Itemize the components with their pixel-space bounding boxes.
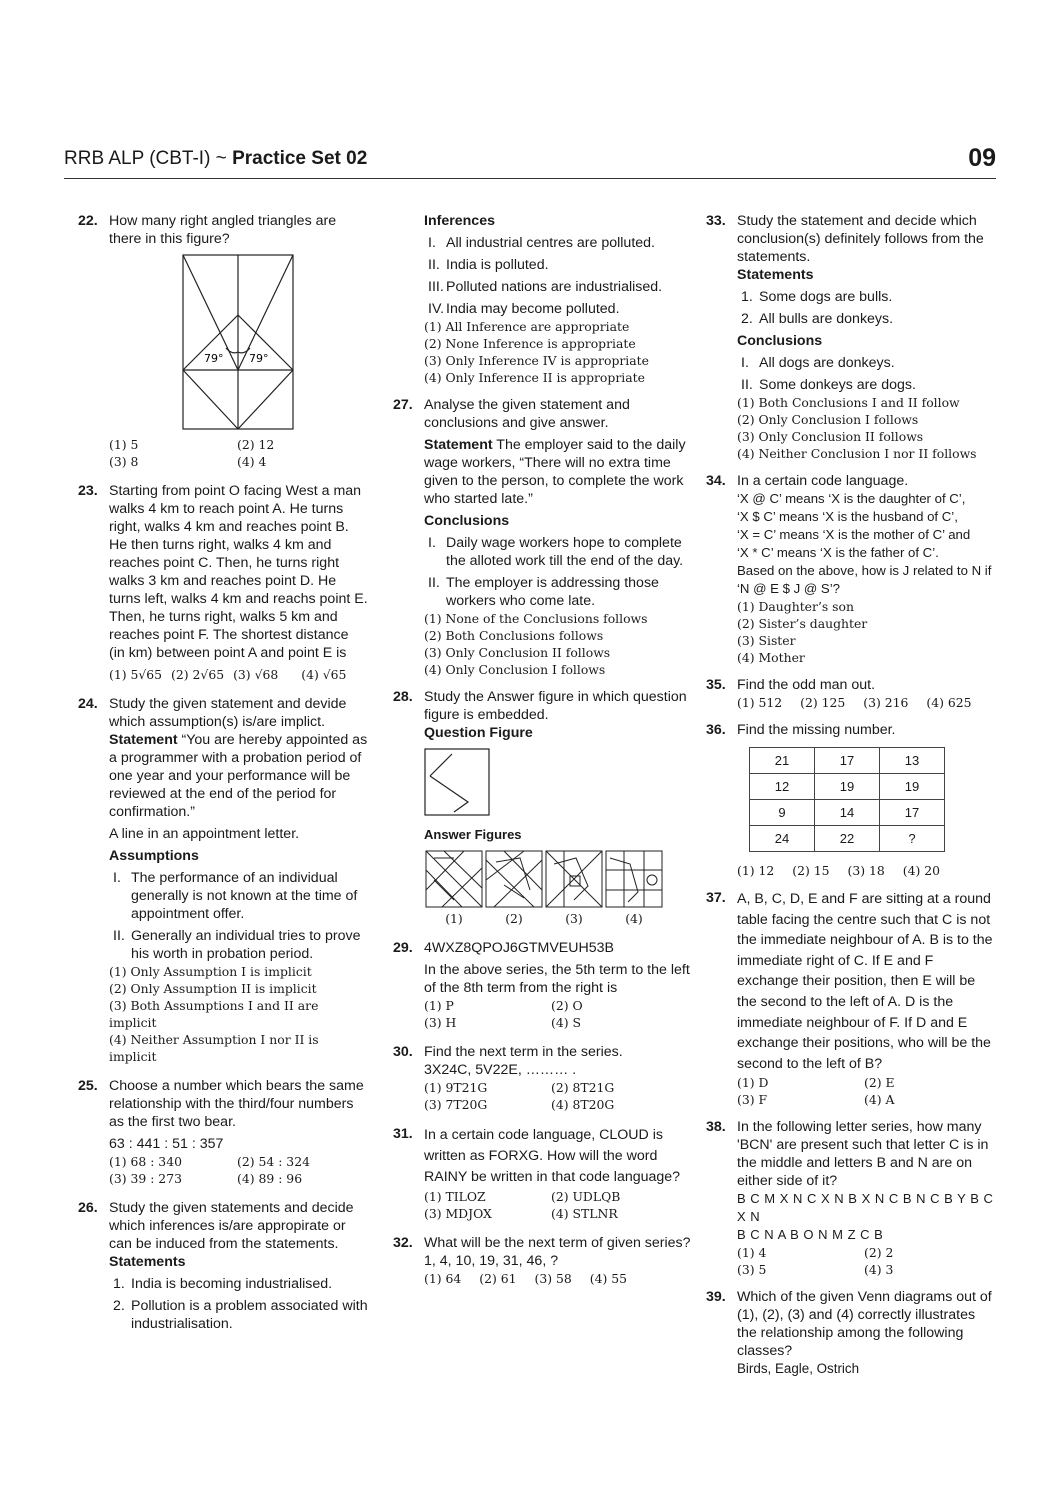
conclusions-label: Conclusions <box>737 333 823 349</box>
number-table <box>749 747 945 852</box>
option-4[interactable]: (4) 3 <box>864 1262 894 1278</box>
table-cell: 21 <box>750 748 815 774</box>
table-cell: 17 <box>815 748 880 774</box>
question-32 <box>393 1234 693 1287</box>
item-number: I. <box>428 535 436 551</box>
column-2 <box>393 212 693 1287</box>
question-number: 35. <box>706 677 726 693</box>
options <box>737 694 998 711</box>
table-cell: 19 <box>880 774 945 800</box>
question-text: Find the odd man out. <box>737 677 876 693</box>
options <box>424 1188 693 1222</box>
item-number: II. <box>741 377 753 393</box>
question-text: What will be the next term of given series? <box>424 1235 691 1251</box>
option-3[interactable]: (3) MDJOX <box>424 1206 492 1221</box>
option-2[interactable]: (2) 2√65 <box>171 667 225 682</box>
option-2[interactable]: (2) Both Conclusions follows <box>424 628 604 643</box>
question-38 <box>706 1118 998 1278</box>
options <box>737 1244 998 1278</box>
table-cell: 12 <box>750 774 815 800</box>
inference-1 <box>424 234 693 252</box>
statement-2 <box>109 1297 368 1333</box>
item-number: II. <box>428 257 440 273</box>
options <box>109 963 368 1065</box>
option-1[interactable]: (1) <box>445 911 463 926</box>
question-39 <box>706 1288 998 1378</box>
question-35 <box>706 676 998 711</box>
angle-label: 79° <box>204 352 224 365</box>
statement-label: Statement <box>424 437 493 453</box>
option-3[interactable]: (3) Both Assumptions I and II are implicit <box>109 998 319 1030</box>
table-cell: 24 <box>750 826 815 852</box>
option-3[interactable]: (3) 8 <box>109 454 139 469</box>
conclusion-1 <box>424 534 693 570</box>
option-3[interactable]: (3) Sister <box>737 633 796 648</box>
option-3[interactable]: (3) F <box>737 1092 768 1108</box>
question-22 <box>78 212 368 470</box>
option-3[interactable]: (3) <box>565 911 583 926</box>
options <box>424 1270 693 1287</box>
page-number: 09 <box>968 144 996 172</box>
statement-text: The employer said to the daily wage workers, “There will no extra time given to the person, to complete the work who started late.” <box>424 437 686 507</box>
option-4[interactable]: (4) 55 <box>589 1271 628 1286</box>
header-title <box>64 148 367 170</box>
table-cell: ? <box>880 826 945 852</box>
statement <box>424 436 693 508</box>
item-number: I. <box>741 355 749 371</box>
option-2[interactable]: (2) 125 <box>800 695 846 710</box>
item-number: 1. <box>741 289 753 305</box>
item-number: III. <box>428 279 444 295</box>
statement-1 <box>109 1275 368 1293</box>
option-4[interactable]: (4) Only Conclusion I follows <box>424 662 606 677</box>
option-2[interactable]: (2) 12 <box>237 437 275 452</box>
table-cell: 9 <box>750 800 815 826</box>
item-text: India is becoming industrialised. <box>131 1276 333 1292</box>
item-text: All dogs are donkeys. <box>759 355 895 371</box>
question-text: A, B, C, D, E and F are sitting at a round table facing the centre such that C is not the immediate neighbour of A. B is to the immediate right of C. If E and F exchange their position, then E will be the second to the left of A. D is the immediate neighbour of F. If D and E exchange their positions, who will be the second to the left of B? <box>737 891 993 1072</box>
code-line: ‘X * C’ means ‘X is the father of C’. <box>737 545 939 560</box>
inference-3 <box>424 278 693 296</box>
option-4[interactable]: (4) <box>625 911 643 926</box>
answer-figures[interactable] <box>424 850 664 910</box>
question-36 <box>706 721 998 879</box>
column-1 <box>78 212 368 1333</box>
options <box>737 394 998 462</box>
table-cell: 17 <box>880 800 945 826</box>
context-line: A line in an appointment letter. <box>109 826 300 842</box>
code-line: ‘X @ C’ means ‘X is the daughter of C’, <box>737 491 966 506</box>
item-number: II. <box>428 575 440 591</box>
table-cell: 14 <box>815 800 880 826</box>
triangle-figure <box>182 254 294 430</box>
question-text: In the following letter series, how many 'BCN' are present such that letter C is in the middle and letters B and N are on either side of it? <box>737 1119 989 1190</box>
conclusion-2 <box>737 376 998 394</box>
given-numbers: 63 : 441 : 51 : 357 <box>109 1136 224 1152</box>
option-2[interactable]: (2) 2 <box>864 1245 894 1261</box>
set-name: Practice Set 02 <box>232 148 368 169</box>
question-number: 25. <box>78 1078 98 1094</box>
table-cell: 19 <box>815 774 880 800</box>
question-33 <box>706 212 998 462</box>
letter-series: 4WXZ8QPOJ6GTMVEUH53B <box>424 940 615 956</box>
option-4[interactable]: (4) 4 <box>237 454 267 469</box>
conclusion-2 <box>424 574 693 610</box>
item-text: Generally an individual tries to prove his worth in probation period. <box>131 928 361 962</box>
question-number: 39. <box>706 1289 726 1306</box>
question-number: 29. <box>393 940 413 956</box>
option-2[interactable]: (2) 15 <box>792 863 830 878</box>
angle-label: 79° <box>249 352 269 365</box>
table-cell: 13 <box>880 748 945 774</box>
item-number: I. <box>113 870 121 886</box>
option-4[interactable]: (4) √65 <box>301 667 347 682</box>
option-3[interactable]: (3) 18 <box>847 863 885 878</box>
option-3[interactable]: (3) 216 <box>863 695 909 710</box>
question-23 <box>78 482 368 683</box>
inference-2 <box>424 256 693 274</box>
table-cell: 22 <box>815 826 880 852</box>
question-text: Find the missing number. <box>737 722 896 738</box>
statement-1 <box>737 288 998 306</box>
option-1[interactable]: (1) TILOZ <box>424 1189 486 1204</box>
question-28 <box>393 688 693 927</box>
question-text: Study the given statements and decide which inferences is/are appropirate or can be induced from the statements. <box>109 1200 354 1252</box>
option-4[interactable]: (4) Neither Assumption I nor II is implicit <box>109 1032 319 1064</box>
table-row <box>750 774 945 800</box>
answer-figure-3 <box>546 851 602 907</box>
option-4[interactable]: (4) A <box>864 1092 895 1108</box>
statement-2 <box>737 310 998 328</box>
option-4[interactable]: (4) S <box>551 1015 581 1030</box>
option-3[interactable]: (3) Only Conclusion II follows <box>737 429 924 444</box>
option-2[interactable]: (2) O <box>551 998 583 1013</box>
item-number: II. <box>113 928 125 944</box>
inferences-label: Inferences <box>424 213 495 229</box>
option-1[interactable]: (1) 512 <box>737 695 783 710</box>
item-text: Daily wage workers hope to complete the alloted work till the end of the day. <box>446 535 684 569</box>
option-1[interactable]: (1) 68 : 340 <box>109 1154 182 1169</box>
option-2[interactable]: (2) <box>505 911 523 926</box>
item-text: The employer is addressing those workers who come late. <box>446 575 659 609</box>
code-line: ‘X = C’ means ‘X is the mother of C’ and <box>737 527 971 542</box>
question-text: Analyse the given statement and conclusions and give answer. <box>424 397 630 431</box>
option-1[interactable]: (1) None of the Conclusions follows <box>424 611 648 626</box>
question-37 <box>706 889 998 1108</box>
term-series: 3X24C, 5V22E, ……… . <box>424 1062 577 1078</box>
option-2[interactable]: (2) UDLQB <box>551 1189 621 1204</box>
option-3[interactable]: (3) 39 : 273 <box>109 1171 182 1186</box>
question-text: Study the statement and decide which conclusion(s) definitely follows from the statements. <box>737 213 984 265</box>
answer-figure-1 <box>426 851 482 907</box>
option-4[interactable]: (4) STLNR <box>551 1206 618 1221</box>
question-number: 38. <box>706 1119 726 1136</box>
options <box>109 666 368 683</box>
option-3[interactable]: (3) 5 <box>737 1262 767 1278</box>
option-3[interactable]: (3) Only Inference IV is appropriate <box>424 353 649 368</box>
answer-figures-label: Answer Figures <box>424 827 522 842</box>
question-29 <box>393 939 693 1031</box>
question-number: 30. <box>393 1044 413 1060</box>
options <box>424 610 693 678</box>
inference-4 <box>424 300 693 318</box>
item-text: The performance of an individual generally is not known at the time of appointment offer. <box>131 870 358 922</box>
question-number: 27. <box>393 397 413 413</box>
options <box>424 997 693 1031</box>
option-1[interactable]: (1) P <box>424 998 454 1013</box>
question-figure <box>424 748 490 816</box>
item-text: India may become polluted. <box>446 301 620 317</box>
item-number: 2. <box>741 311 753 327</box>
option-1[interactable]: (1) 9T21G <box>424 1080 488 1095</box>
statement-text: “You are hereby appointed as a programmer with a probation period of one year and your performance will be reviewed at the end of the period for confirmation.” <box>109 732 368 820</box>
question-26-continued <box>393 212 693 386</box>
options <box>737 1074 998 1108</box>
question-text: Which of the given Venn diagrams out of (1), (2), (3) and (4) correctly illustrates the relationship among the following classes? <box>737 1289 992 1360</box>
options <box>424 1079 693 1113</box>
option-1[interactable]: (1) All Inference are appropriate <box>424 319 630 334</box>
conclusions-label: Conclusions <box>424 513 510 529</box>
question-number: 31. <box>393 1126 413 1142</box>
question-31 <box>393 1125 693 1222</box>
answer-figure-4 <box>606 851 662 907</box>
answer-figure-2 <box>486 851 542 907</box>
option-4[interactable]: (4) 89 : 96 <box>237 1171 303 1186</box>
question-text: In a certain code language, CLOUD is written as FORXG. How will the word RAINY be written in that code language? <box>424 1127 681 1185</box>
item-number: IV. <box>428 301 445 317</box>
question-text: Find the next term in the series. <box>424 1044 623 1060</box>
options <box>424 318 693 386</box>
assumption-1 <box>109 869 368 923</box>
question-text: Choose a number which bears the same relationship with the third/four numbers as the first two bear. <box>109 1078 364 1130</box>
option-2[interactable]: (2) Only Assumption II is implicit <box>109 981 317 996</box>
option-4[interactable]: (4) Only Inference II is appropriate <box>424 370 645 385</box>
code-definitions <box>737 490 998 598</box>
question-26 <box>78 1199 368 1333</box>
question-number: 34. <box>706 473 726 489</box>
option-3[interactable]: (3) H <box>424 1015 457 1030</box>
statement-label: Statement <box>109 732 178 748</box>
table-row <box>750 826 945 852</box>
option-4[interactable]: (4) 8T20G <box>551 1097 615 1112</box>
table-row <box>750 800 945 826</box>
option-1[interactable]: (1) D <box>737 1075 769 1091</box>
option-2[interactable]: (2) 61 <box>479 1271 517 1286</box>
question-number: 26. <box>78 1200 98 1216</box>
question-number: 23. <box>78 483 98 499</box>
table-row <box>750 748 945 774</box>
item-text: All bulls are donkeys. <box>759 311 894 327</box>
question-text: Starting from point O facing West a man walks 4 km to reach point A. He turns right, walks 4 km and reaches point B. He then turns right, walks 4 km and reaches point C. Then, he turns right walks 3 km and reaches point D. He turns left, walks 4 km and reachs point E. Then, he turns right, walks 5 km and reaches point F. The shortest distance (in km) between point A and point E is <box>109 483 368 661</box>
question-text: In a certain code language. <box>737 473 909 489</box>
number-series: 1, 4, 10, 19, 31, 46, ? <box>424 1253 559 1269</box>
option-2[interactable]: (2) 54 : 324 <box>237 1154 310 1169</box>
page-header <box>64 146 996 179</box>
item-text: Some donkeys are dogs. <box>759 377 916 393</box>
option-3[interactable]: (3) 58 <box>534 1271 572 1286</box>
code-line: Based on the above, how is J related to N if ‘N @ E $ J @ S’? <box>737 563 992 596</box>
question-30 <box>393 1043 693 1113</box>
series-name: RRB ALP (CBT-I) ~ <box>64 148 233 169</box>
options <box>109 436 368 470</box>
item-number: I. <box>428 235 436 251</box>
options <box>737 862 998 879</box>
option-1[interactable]: (1) Only Assumption I is implicit <box>109 964 312 979</box>
option-1[interactable]: (1) Both Conclusions I and II follow <box>737 395 960 410</box>
question-number: 36. <box>706 722 726 738</box>
option-1[interactable]: (1) 12 <box>737 863 775 878</box>
option-3[interactable]: (3) Only Conclusion II follows <box>424 645 611 660</box>
question-25 <box>78 1077 368 1187</box>
statement <box>109 731 368 821</box>
option-2[interactable]: (2) 8T21G <box>551 1080 615 1095</box>
question-24 <box>78 695 368 1065</box>
code-line: ‘X $ C’ means ‘X is the husband of C’, <box>737 509 958 524</box>
column-3 <box>706 212 998 1378</box>
item-text: India is polluted. <box>446 257 549 273</box>
option-3[interactable]: (3) 7T20G <box>424 1097 488 1112</box>
option-1[interactable]: (1) 64 <box>424 1271 462 1286</box>
question-text: Study the Answer figure in which question figure is embedded. <box>424 689 687 723</box>
question-number: 24. <box>78 696 98 712</box>
item-text: Some dogs are bulls. <box>759 289 893 305</box>
options <box>109 1153 368 1187</box>
option-4[interactable]: (4) 625 <box>926 695 972 710</box>
option-4[interactable]: (4) 20 <box>902 863 941 878</box>
option-4[interactable]: (4) Neither Conclusion I nor II follows <box>737 446 977 461</box>
question-number: 33. <box>706 213 726 229</box>
question-34 <box>706 472 998 666</box>
question-number: 37. <box>706 890 726 906</box>
statements-label: Statements <box>737 267 814 283</box>
option-1[interactable]: (1) 5 <box>109 437 139 452</box>
question-text: In the above series, the 5th term to the left of the 8th term from the right is <box>424 962 690 996</box>
item-number: 1. <box>113 1276 125 1292</box>
question-number: 28. <box>393 689 413 705</box>
question-27 <box>393 396 693 678</box>
item-text: Pollution is a problem associated with industrialisation. <box>131 1298 368 1332</box>
option-1[interactable]: (1) 4 <box>737 1245 767 1261</box>
question-figure-label: Question Figure <box>424 725 533 741</box>
assumption-2 <box>109 927 368 963</box>
option-2[interactable]: (2) Only Conclusion I follows <box>737 412 919 427</box>
question-text: How many right angled triangles are there in this figure? <box>109 213 337 247</box>
classes: Birds, Eagle, Ostrich <box>737 1361 860 1377</box>
assumptions-label: Assumptions <box>109 848 199 864</box>
question-text: Study the given statement and devide which assumption(s) is/are implict. <box>109 696 347 730</box>
statements-label: Statements <box>109 1254 186 1270</box>
option-2[interactable]: (2) E <box>864 1075 895 1091</box>
item-text: All industrial centres are polluted. <box>446 235 655 251</box>
letter-series-continued: B C N A B O N M Z C B <box>737 1227 884 1243</box>
conclusion-1 <box>737 354 998 372</box>
option-2[interactable]: (2) Sister’s daughter <box>737 616 868 631</box>
answer-figure-labels <box>424 910 664 927</box>
option-4[interactable]: (4) Mother <box>737 650 805 665</box>
letter-series: B C M X N C X N B X N C B N C B Y B C X N <box>737 1191 994 1225</box>
option-1[interactable]: (1) Daughter’s son <box>737 599 854 614</box>
question-number: 32. <box>393 1235 413 1251</box>
item-text: Polluted nations are industrialised. <box>446 279 663 295</box>
question-number: 22. <box>78 213 98 229</box>
options <box>737 598 998 666</box>
option-1[interactable]: (1) 5√65 <box>109 667 163 682</box>
item-number: 2. <box>113 1298 125 1314</box>
option-2[interactable]: (2) None Inference is appropriate <box>424 336 636 351</box>
option-3[interactable]: (3) √68 <box>233 667 279 682</box>
